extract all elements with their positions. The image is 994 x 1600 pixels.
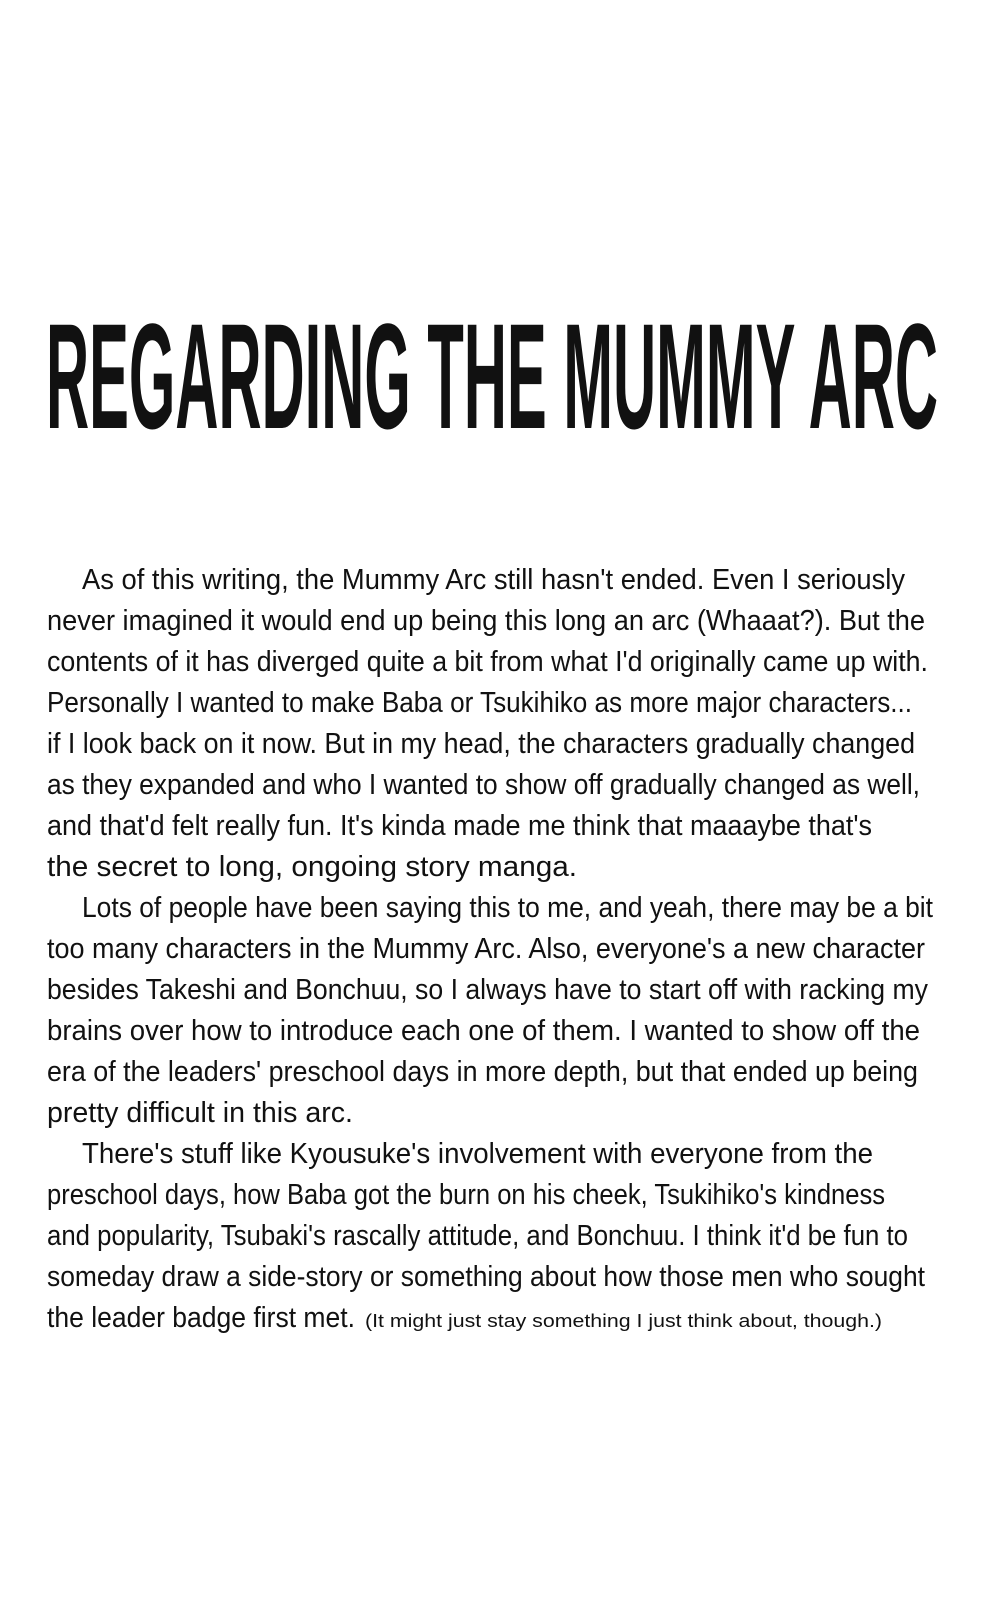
paragraph-2 bbox=[47, 892, 933, 1129]
text-line: Personally I wanted to make Baba or Tsukihiko as more major characters... bbox=[47, 687, 912, 719]
text-line: There's stuff like Kyousuke's involvement with everyone from the bbox=[82, 1138, 873, 1170]
paragraph-3 bbox=[47, 1138, 925, 1334]
paragraph-1 bbox=[47, 564, 928, 883]
text-line: contents of it has diverged quite a bit from what I'd originally came up with. bbox=[47, 646, 928, 678]
text-line: Lots of people have been saying this to me, and yeah, there may be a bit bbox=[82, 892, 933, 924]
text-line: preschool days, how Baba got the burn on his cheek, Tsukihiko's kindness bbox=[47, 1179, 885, 1211]
text-line: if I look back on it now. But in my head, the characters gradually changed bbox=[47, 728, 915, 760]
text-line: As of this writing, the Mummy Arc still hasn't ended. Even I seriously bbox=[82, 564, 906, 596]
text-line: besides Takeshi and Bonchuu, so I always have to start off with racking my bbox=[47, 974, 929, 1006]
text-line: never imagined it would end up being this long an arc (Whaaat?). But the bbox=[47, 605, 925, 637]
text-line: as they expanded and who I wanted to show off gradually changed as well, bbox=[47, 769, 920, 801]
text-line: the secret to long, ongoing story manga. bbox=[47, 851, 577, 883]
text-line: pretty difficult in this arc. bbox=[47, 1097, 353, 1129]
text-line: too many characters in the Mummy Arc. Also, everyone's a new character bbox=[47, 933, 926, 965]
aside-note: (It might just stay something I just think about, though.) bbox=[365, 1311, 882, 1331]
text-line: era of the leaders' preschool days in more depth, but that ended up being bbox=[47, 1056, 918, 1088]
text-line: the leader badge first met. bbox=[47, 1302, 355, 1334]
text-line: someday draw a side-story or something about how those men who sought bbox=[47, 1261, 925, 1293]
page-title: REGARDING THE MUMMY ARC bbox=[46, 292, 938, 460]
text-line: and popularity, Tsubaki's rascally attitude, and Bonchuu. I think it'd be fun to bbox=[47, 1220, 908, 1252]
text-line: brains over how to introduce each one of them. I wanted to show off the bbox=[47, 1015, 920, 1047]
text-line: and that'd felt really fun. It's kinda made me think that maaaybe that's bbox=[47, 810, 872, 842]
